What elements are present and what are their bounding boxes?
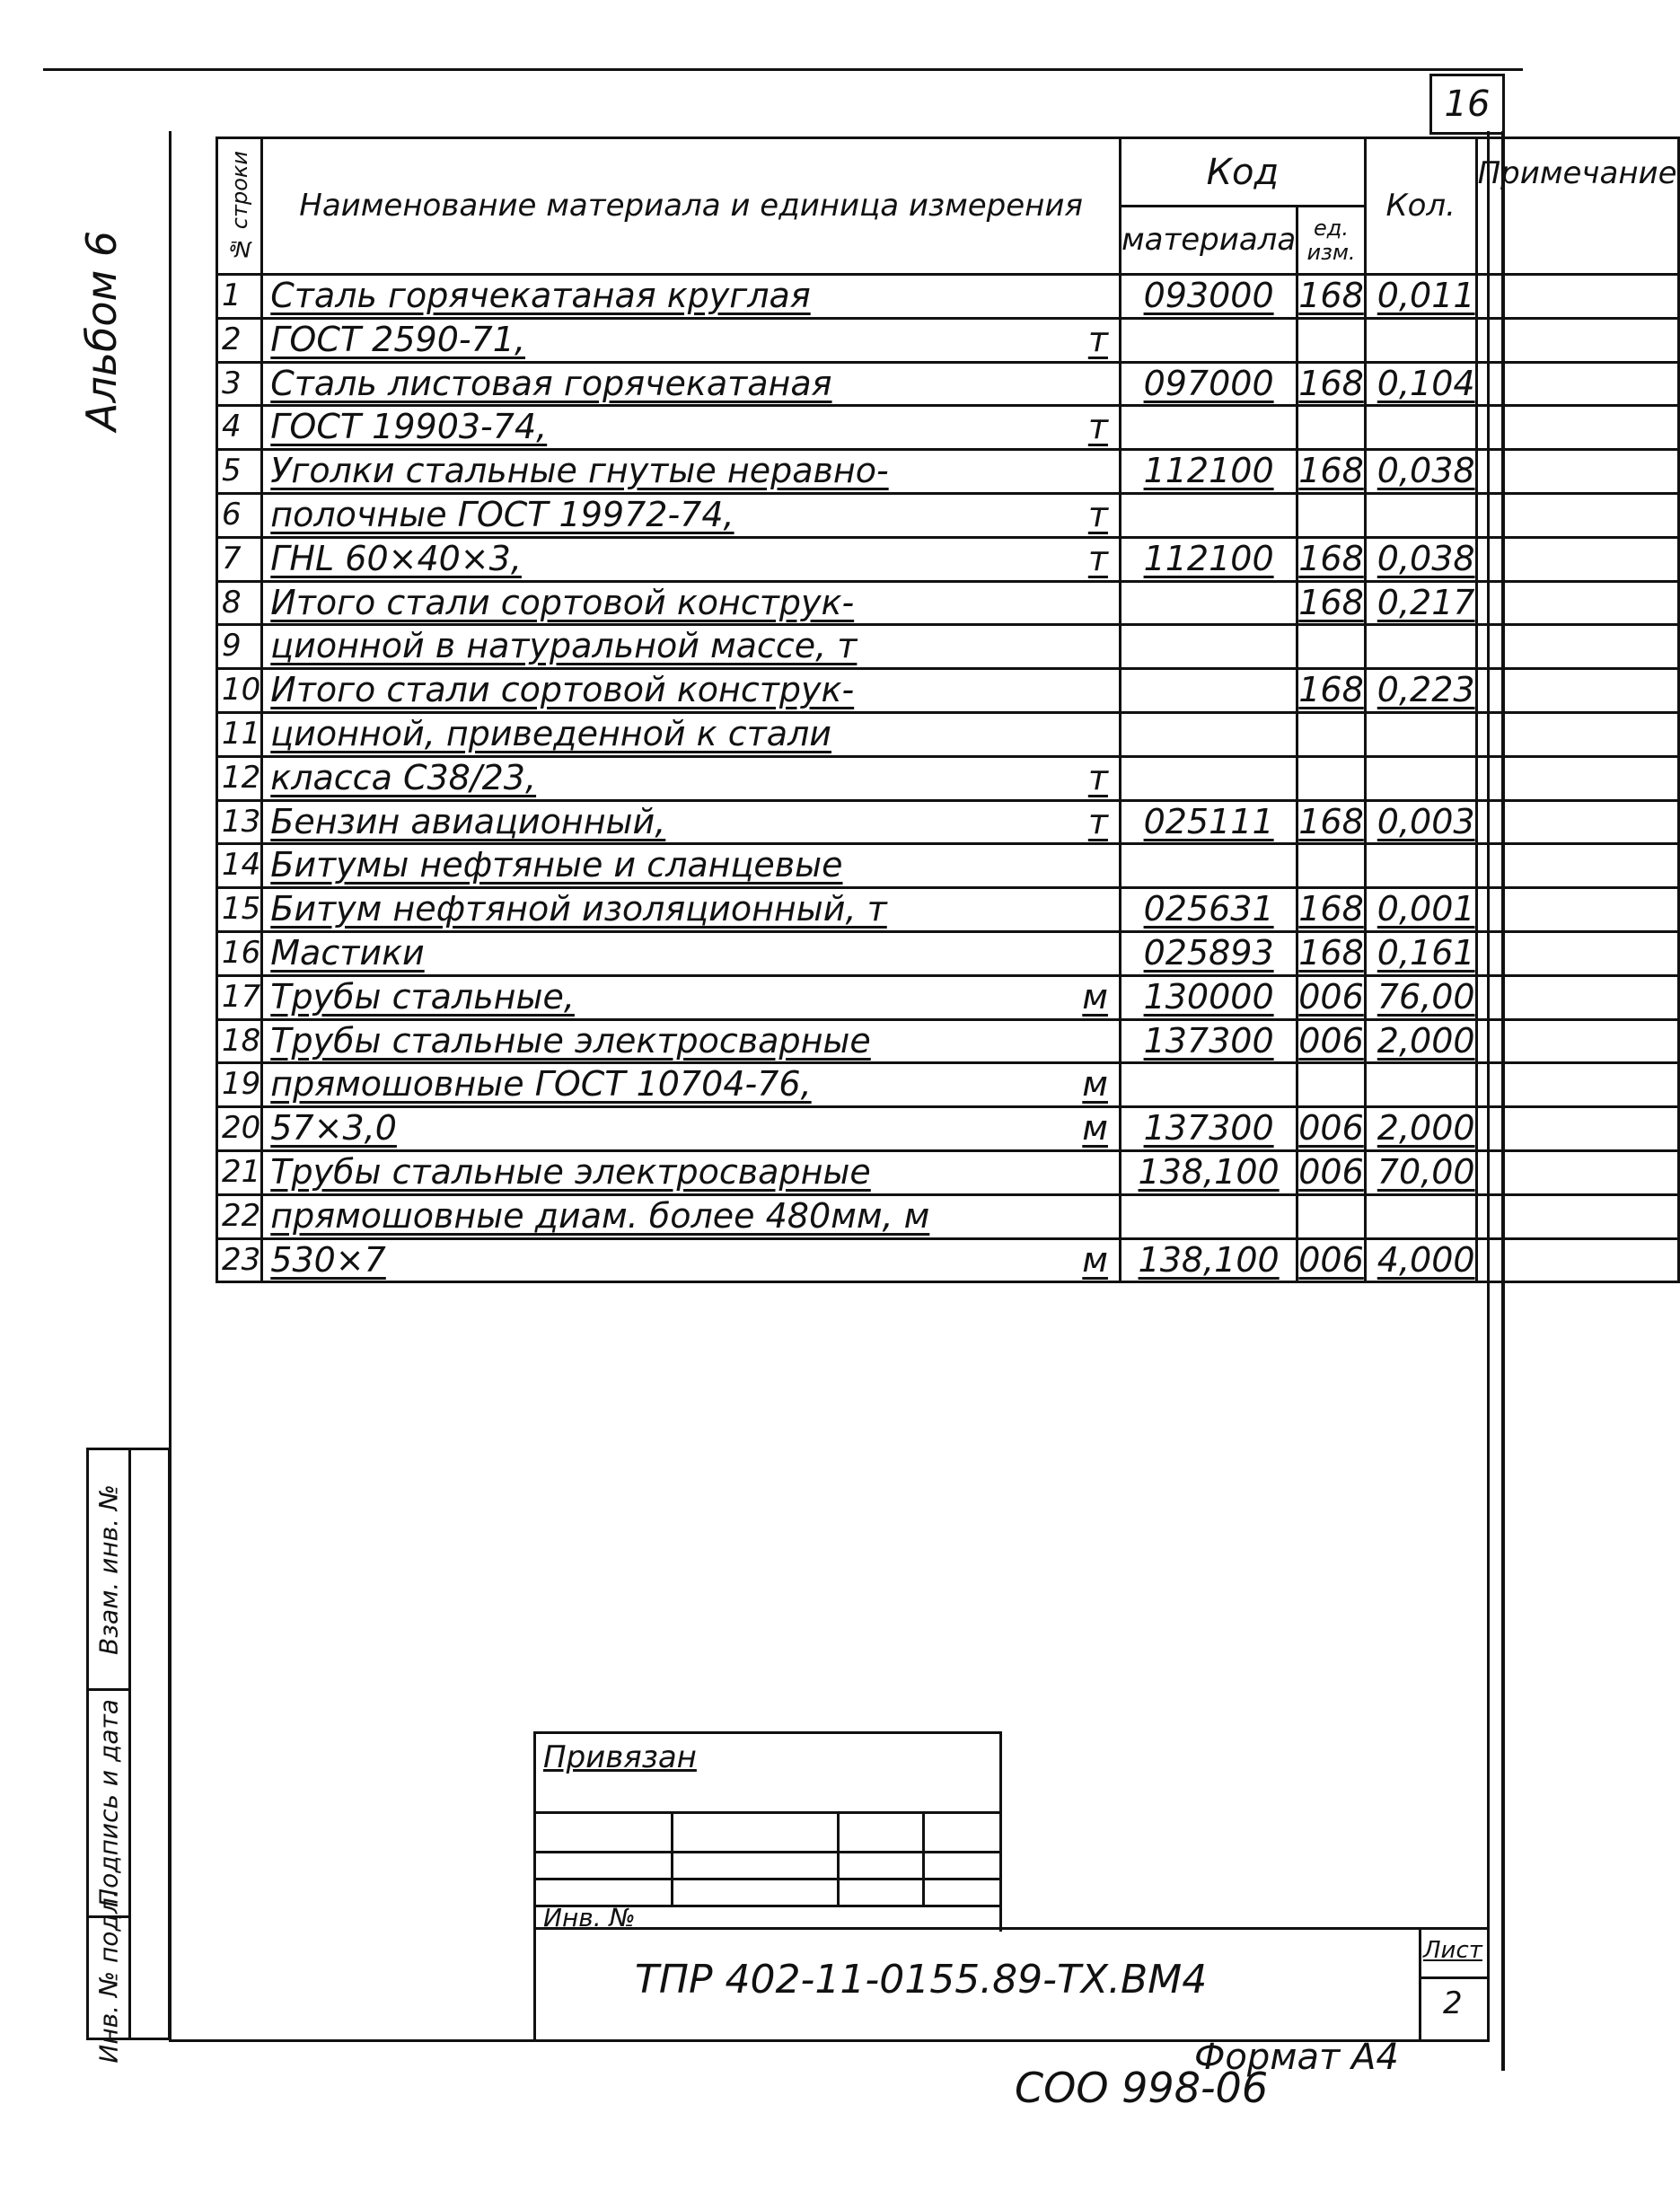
material-code: 025111 xyxy=(1120,800,1297,844)
note xyxy=(1476,406,1678,450)
side-cell-inv-podl: Инв. № подл. xyxy=(93,1889,124,2064)
side-cell-vzam: Взам. инв. № xyxy=(89,1450,128,1691)
material-name-text: Итого стали сортовой конструк- xyxy=(270,670,855,710)
row-number: 7 xyxy=(217,537,262,581)
row-number: 23 xyxy=(217,1238,262,1282)
material-name-text: Сталь листовая горячекатаная xyxy=(270,363,832,403)
material-name-text: Уголки стальные гнутые неравно- xyxy=(270,451,889,491)
unit-code: 168 xyxy=(1297,888,1366,932)
material-code: 093000 xyxy=(1120,275,1297,319)
material-name xyxy=(262,1019,1121,1063)
table-row xyxy=(217,931,1679,975)
quantity: 0,161 xyxy=(1365,931,1476,975)
material-code: 112100 xyxy=(1120,450,1297,494)
material-name-text: Трубы стальные электросварные xyxy=(270,1020,871,1061)
material-name-text: Мастики xyxy=(270,932,425,973)
stamp-inv-no: Инв. № xyxy=(543,1903,636,1932)
table-row xyxy=(217,1019,1679,1063)
row-number: 16 xyxy=(217,931,262,975)
material-code xyxy=(1120,493,1297,537)
material-name xyxy=(262,625,1121,669)
note xyxy=(1476,800,1678,844)
material-code: 138,100 xyxy=(1120,1150,1297,1194)
material-name-text: Итого стали сортовой конструк- xyxy=(270,582,855,622)
quantity xyxy=(1365,756,1476,800)
material-unit-label: м xyxy=(1082,1239,1108,1280)
material-name-text: полочные ГОСТ 19972-74, xyxy=(270,494,734,534)
quantity xyxy=(1365,406,1476,450)
note xyxy=(1476,669,1678,713)
header-row-no: № строки xyxy=(217,138,262,275)
table-row xyxy=(217,669,1679,713)
material-code: 137300 xyxy=(1120,1019,1297,1063)
material-name xyxy=(262,975,1121,1019)
material-code: 097000 xyxy=(1120,362,1297,406)
material-name xyxy=(262,406,1121,450)
note xyxy=(1476,844,1678,888)
row-number: 5 xyxy=(217,450,262,494)
row-number: 1 xyxy=(217,275,262,319)
material-name xyxy=(262,756,1121,800)
materials-table xyxy=(215,136,1680,1283)
note xyxy=(1476,1194,1678,1238)
unit-code: 168 xyxy=(1297,362,1366,406)
unit-code xyxy=(1297,1063,1366,1107)
top-rule xyxy=(43,68,1523,71)
material-name xyxy=(262,1150,1121,1194)
table-row xyxy=(217,1063,1679,1107)
note xyxy=(1476,362,1678,406)
stamp-privyazan: Привязан xyxy=(543,1739,697,1775)
header-code-unit: ед. изм. xyxy=(1297,207,1366,275)
quantity xyxy=(1365,844,1476,888)
unit-code: 168 xyxy=(1297,669,1366,713)
note xyxy=(1476,888,1678,932)
page-number: 16 xyxy=(1429,74,1505,135)
row-number: 20 xyxy=(217,1107,262,1151)
material-unit-label: м xyxy=(1082,976,1108,1017)
quantity xyxy=(1365,1063,1476,1107)
sheet-label: Лист xyxy=(1423,1937,1482,1964)
material-name xyxy=(262,800,1121,844)
table-row xyxy=(217,975,1679,1019)
unit-code: 168 xyxy=(1297,275,1366,319)
table-row xyxy=(217,581,1679,625)
material-name-text: Бензин авиационный, xyxy=(270,801,666,841)
material-code xyxy=(1120,318,1297,362)
row-number: 15 xyxy=(217,888,262,932)
row-number: 4 xyxy=(217,406,262,450)
material-name-text: прямошовные диам. более 480мм, м xyxy=(270,1195,930,1236)
sheet-number: 2 xyxy=(1443,1985,1463,2021)
note xyxy=(1476,275,1678,319)
quantity: 70,00 xyxy=(1365,1150,1476,1194)
material-name-text: ционной, приведенной к стали xyxy=(270,713,832,753)
material-name xyxy=(262,318,1121,362)
material-name-text: Сталь горячекатаная круглая xyxy=(270,276,811,315)
material-name-text: 530×7 xyxy=(270,1239,386,1280)
row-number: 19 xyxy=(217,1063,262,1107)
unit-code: 006 xyxy=(1297,975,1366,1019)
material-name-text: 57×3,0 xyxy=(270,1108,397,1149)
header-note: Примечание xyxy=(1476,138,1678,275)
row-number: 13 xyxy=(217,800,262,844)
material-name xyxy=(262,1238,1121,1282)
material-name-text: ГОСТ 2590-71, xyxy=(270,319,526,359)
row-number: 12 xyxy=(217,756,262,800)
material-name xyxy=(262,712,1121,756)
material-name-text: ГНL 60×40×3, xyxy=(270,538,522,578)
material-name-text: ГОСТ 19903-74, xyxy=(270,407,548,447)
table-row xyxy=(217,537,1679,581)
row-number: 14 xyxy=(217,844,262,888)
quantity: 2,000 xyxy=(1365,1107,1476,1151)
table-row xyxy=(217,756,1679,800)
table-row xyxy=(217,1150,1679,1194)
table-row xyxy=(217,318,1679,362)
material-code: 112100 xyxy=(1120,537,1297,581)
material-code: 025631 xyxy=(1120,888,1297,932)
note xyxy=(1476,1107,1678,1151)
side-cell-sign-date: Подпись и дата xyxy=(89,1691,128,1918)
table-row xyxy=(217,450,1679,494)
quantity: 0,223 xyxy=(1365,669,1476,713)
material-unit-label: т xyxy=(1087,407,1108,447)
row-number: 11 xyxy=(217,712,262,756)
binding-stamp xyxy=(533,1731,1002,1932)
material-name-text: Трубы стальные электросварные xyxy=(270,1151,871,1192)
material-code xyxy=(1120,581,1297,625)
quantity: 0,038 xyxy=(1365,450,1476,494)
material-unit-label: т xyxy=(1087,319,1108,359)
row-number: 10 xyxy=(217,669,262,713)
unit-code: 168 xyxy=(1297,450,1366,494)
row-number: 17 xyxy=(217,975,262,1019)
header-code-material: материала xyxy=(1120,207,1297,275)
note xyxy=(1476,537,1678,581)
unit-code xyxy=(1297,625,1366,669)
quantity: 0,003 xyxy=(1365,800,1476,844)
album-label: Альбом 6 xyxy=(77,230,126,431)
row-number: 18 xyxy=(217,1019,262,1063)
material-name xyxy=(262,537,1121,581)
table-row xyxy=(217,888,1679,932)
side-approval-column xyxy=(86,1448,171,2064)
material-unit-label: т xyxy=(1087,494,1108,534)
material-name xyxy=(262,1194,1121,1238)
quantity xyxy=(1365,493,1476,537)
quantity xyxy=(1365,1194,1476,1238)
material-code xyxy=(1120,406,1297,450)
quantity: 0,217 xyxy=(1365,581,1476,625)
header-name: Наименование материала и единица измерения xyxy=(262,138,1121,275)
material-code xyxy=(1120,625,1297,669)
material-name xyxy=(262,888,1121,932)
material-name xyxy=(262,362,1121,406)
header-code: Код xyxy=(1120,138,1365,207)
unit-code xyxy=(1297,1194,1366,1238)
table-row xyxy=(217,406,1679,450)
note xyxy=(1476,318,1678,362)
unit-code: 168 xyxy=(1297,800,1366,844)
quantity: 0,001 xyxy=(1365,888,1476,932)
material-name-text: класса С38/23, xyxy=(270,757,537,797)
quantity xyxy=(1365,712,1476,756)
table-row xyxy=(217,1194,1679,1238)
quantity: 2,000 xyxy=(1365,1019,1476,1063)
material-code: 130000 xyxy=(1120,975,1297,1019)
reference-code: СОО 998-06 xyxy=(1015,2064,1269,2112)
material-name xyxy=(262,931,1121,975)
table-row xyxy=(217,712,1679,756)
unit-code: 168 xyxy=(1297,537,1366,581)
material-name xyxy=(262,1063,1121,1107)
material-code: 138,100 xyxy=(1120,1238,1297,1282)
table-row xyxy=(217,1107,1679,1151)
material-name xyxy=(262,493,1121,537)
unit-code xyxy=(1297,493,1366,537)
header-quantity: Кол. xyxy=(1365,138,1476,275)
unit-code: 168 xyxy=(1297,581,1366,625)
material-unit-label: м xyxy=(1082,1064,1108,1105)
note xyxy=(1476,1150,1678,1194)
note xyxy=(1476,931,1678,975)
table-row xyxy=(217,1238,1679,1282)
quantity: 0,011 xyxy=(1365,275,1476,319)
row-number: 3 xyxy=(217,362,262,406)
document-code: ТПР 402-11-0155.89-ТХ.ВМ4 xyxy=(635,1957,1208,2003)
note xyxy=(1476,1063,1678,1107)
material-code xyxy=(1120,712,1297,756)
material-name-text: Битумы нефтяные и сланцевые xyxy=(270,845,843,885)
title-block xyxy=(533,1927,1487,2039)
material-name-text: ционной в натуральной массе, т xyxy=(270,626,858,666)
note xyxy=(1476,493,1678,537)
material-unit-label: т xyxy=(1087,757,1108,797)
row-number: 6 xyxy=(217,493,262,537)
material-name-text: прямошовные ГОСТ 10704-76, xyxy=(270,1064,812,1105)
row-number: 2 xyxy=(217,318,262,362)
row-number: 8 xyxy=(217,581,262,625)
unit-code: 168 xyxy=(1297,931,1366,975)
row-number: 9 xyxy=(217,625,262,669)
quantity: 0,038 xyxy=(1365,537,1476,581)
quantity: 4,000 xyxy=(1365,1238,1476,1282)
material-name-text: Битум нефтяной изоляционный, т xyxy=(270,889,887,929)
table-row xyxy=(217,493,1679,537)
material-name-text: Трубы стальные, xyxy=(270,976,575,1017)
row-number: 22 xyxy=(217,1194,262,1238)
row-number: 21 xyxy=(217,1150,262,1194)
note xyxy=(1476,712,1678,756)
material-unit-label: т xyxy=(1087,538,1108,578)
quantity: 76,00 xyxy=(1365,975,1476,1019)
unit-code: 006 xyxy=(1297,1019,1366,1063)
unit-code xyxy=(1297,406,1366,450)
material-name xyxy=(262,275,1121,319)
note xyxy=(1476,450,1678,494)
quantity xyxy=(1365,625,1476,669)
note xyxy=(1476,1019,1678,1063)
quantity xyxy=(1365,318,1476,362)
table-row xyxy=(217,844,1679,888)
material-name xyxy=(262,669,1121,713)
unit-code xyxy=(1297,844,1366,888)
material-unit-label: м xyxy=(1082,1108,1108,1149)
table-row xyxy=(217,625,1679,669)
material-name xyxy=(262,844,1121,888)
quantity: 0,104 xyxy=(1365,362,1476,406)
material-code xyxy=(1120,844,1297,888)
unit-code xyxy=(1297,756,1366,800)
unit-code: 006 xyxy=(1297,1107,1366,1151)
note xyxy=(1476,581,1678,625)
note xyxy=(1476,1238,1678,1282)
material-name xyxy=(262,1107,1121,1151)
material-code: 025893 xyxy=(1120,931,1297,975)
unit-code: 006 xyxy=(1297,1150,1366,1194)
unit-code xyxy=(1297,712,1366,756)
table-row xyxy=(217,275,1679,319)
format-label: Формат А4 xyxy=(1194,2037,1399,2078)
material-name xyxy=(262,581,1121,625)
material-name xyxy=(262,450,1121,494)
note xyxy=(1476,756,1678,800)
note xyxy=(1476,975,1678,1019)
table-row xyxy=(217,800,1679,844)
unit-code: 006 xyxy=(1297,1238,1366,1282)
material-code xyxy=(1120,756,1297,800)
unit-code xyxy=(1297,318,1366,362)
material-code xyxy=(1120,669,1297,713)
material-code: 137300 xyxy=(1120,1107,1297,1151)
table-row xyxy=(217,362,1679,406)
note xyxy=(1476,625,1678,669)
material-code xyxy=(1120,1063,1297,1107)
material-unit-label: т xyxy=(1087,801,1108,841)
material-code xyxy=(1120,1194,1297,1238)
